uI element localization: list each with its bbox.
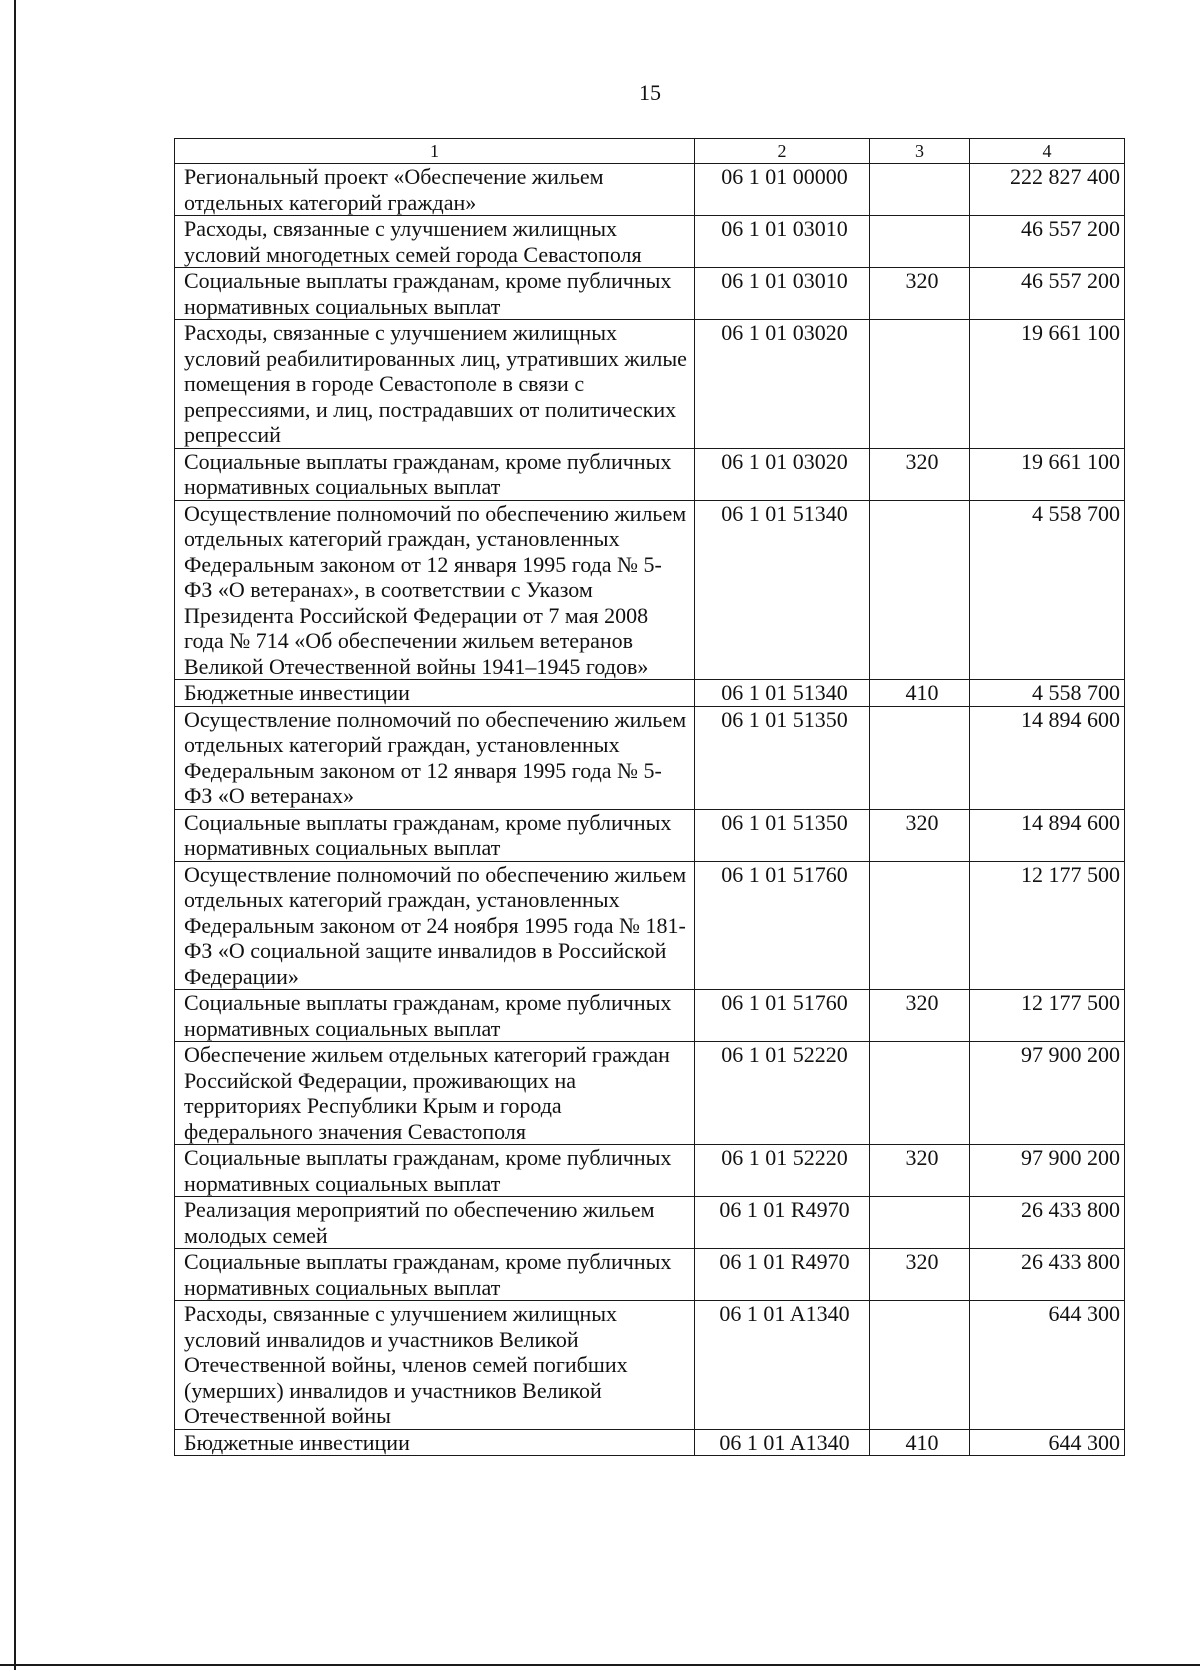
row-sum-cell: 14 894 600 — [970, 809, 1125, 861]
table-row — [175, 861, 1125, 990]
table-row — [175, 1249, 1125, 1301]
table-row — [175, 1145, 1125, 1197]
row-kind-cell — [870, 1042, 970, 1145]
row-sum-cell: 644 300 — [970, 1301, 1125, 1430]
table-row — [175, 680, 1125, 707]
row-name-cell: Осуществление полномочий по обеспечению жильем отдельных категорий граждан, установленных Федеральным законом от 12 января 1995 года № 5-ФЗ «О ветеранах» — [175, 706, 695, 809]
row-code-cell: 06 1 01 03010 — [695, 216, 870, 268]
table-row — [175, 500, 1125, 680]
row-kind-cell — [870, 500, 970, 680]
row-sum-cell: 19 661 100 — [970, 448, 1125, 500]
table-row — [175, 1429, 1125, 1456]
table-row — [175, 990, 1125, 1042]
table-row — [175, 164, 1125, 216]
row-sum-cell: 644 300 — [970, 1429, 1125, 1456]
row-kind-cell: 320 — [870, 268, 970, 320]
row-kind-cell — [870, 1197, 970, 1249]
row-kind-cell — [870, 164, 970, 216]
row-name-cell: Расходы, связанные с улучшением жилищных условий инвалидов и участников Великой Отечественной войны, членов семей погибших (умерших) инвалидов и участников Великой Отечественной войны — [175, 1301, 695, 1430]
row-code-cell: 06 1 01 52220 — [695, 1145, 870, 1197]
row-name-cell: Расходы, связанные с улучшением жилищных условий реабилитированных лиц, утративших жилые помещения в городе Севастополе в связи с репрессиями, и лиц, пострадавших от политических репрессий — [175, 320, 695, 449]
table-row — [175, 268, 1125, 320]
column-header-name: 1 — [175, 139, 695, 164]
table-header-row — [175, 139, 1125, 164]
row-sum-cell: 97 900 200 — [970, 1145, 1125, 1197]
scan-edge-bottom — [0, 1664, 1200, 1666]
row-code-cell: 06 1 01 51760 — [695, 861, 870, 990]
column-header-kind: 3 — [870, 139, 970, 164]
row-code-cell: 06 1 01 03010 — [695, 268, 870, 320]
row-sum-cell: 46 557 200 — [970, 216, 1125, 268]
row-kind-cell: 320 — [870, 809, 970, 861]
row-sum-cell: 222 827 400 — [970, 164, 1125, 216]
row-sum-cell: 19 661 100 — [970, 320, 1125, 449]
row-code-cell: 06 1 01 00000 — [695, 164, 870, 216]
table-row — [175, 216, 1125, 268]
table-row — [175, 706, 1125, 809]
row-name-cell: Осуществление полномочий по обеспечению жильем отдельных категорий граждан, установленных Федеральным законом от 12 января 1995 года № 5-ФЗ «О ветеранах», в соответствии с Указом Президента Российской Федерации от 7 мая 2008 года № 714 «Об обеспечении жильем ветеранов Великой Отечественной войны 1941–1945 годов» — [175, 500, 695, 680]
page-number: 15 — [639, 80, 661, 105]
row-sum-cell: 4 558 700 — [970, 500, 1125, 680]
row-kind-cell: 410 — [870, 680, 970, 707]
table-row — [175, 448, 1125, 500]
row-name-cell: Бюджетные инвестиции — [175, 1429, 695, 1456]
row-name-cell: Социальные выплаты гражданам, кроме публичных нормативных социальных выплат — [175, 1249, 695, 1301]
row-code-cell: 06 1 01 03020 — [695, 320, 870, 449]
table-row — [175, 320, 1125, 449]
row-name-cell: Социальные выплаты гражданам, кроме публичных нормативных социальных выплат — [175, 448, 695, 500]
row-name-cell: Реализация мероприятий по обеспечению жильем молодых семей — [175, 1197, 695, 1249]
row-sum-cell: 12 177 500 — [970, 990, 1125, 1042]
row-name-cell: Осуществление полномочий по обеспечению жильем отдельных категорий граждан, установленных Федеральным законом от 24 ноября 1995 года № 181-ФЗ «О социальной защите инвалидов в Российской Федерации» — [175, 861, 695, 990]
scan-edge-left — [14, 0, 16, 1670]
row-sum-cell: 97 900 200 — [970, 1042, 1125, 1145]
row-name-cell: Региональный проект «Обеспечение жильем отдельных категорий граждан» — [175, 164, 695, 216]
row-code-cell: 06 1 01 51350 — [695, 706, 870, 809]
row-code-cell: 06 1 01 51760 — [695, 990, 870, 1042]
row-sum-cell: 12 177 500 — [970, 861, 1125, 990]
table-row — [175, 1197, 1125, 1249]
row-kind-cell — [870, 216, 970, 268]
row-sum-cell: 26 433 800 — [970, 1249, 1125, 1301]
row-name-cell: Социальные выплаты гражданам, кроме публичных нормативных социальных выплат — [175, 268, 695, 320]
table-row — [175, 1042, 1125, 1145]
row-code-cell: 06 1 01 A1340 — [695, 1301, 870, 1430]
row-kind-cell: 320 — [870, 990, 970, 1042]
row-kind-cell — [870, 320, 970, 449]
row-name-cell: Социальные выплаты гражданам, кроме публичных нормативных социальных выплат — [175, 809, 695, 861]
row-code-cell: 06 1 01 51340 — [695, 500, 870, 680]
row-name-cell: Социальные выплаты гражданам, кроме публичных нормативных социальных выплат — [175, 990, 695, 1042]
row-code-cell: 06 1 01 A1340 — [695, 1429, 870, 1456]
row-code-cell: 06 1 01 03020 — [695, 448, 870, 500]
column-header-code: 2 — [695, 139, 870, 164]
row-sum-cell: 46 557 200 — [970, 268, 1125, 320]
budget-table — [174, 138, 1125, 1456]
row-kind-cell: 320 — [870, 1145, 970, 1197]
row-kind-cell: 320 — [870, 1249, 970, 1301]
table-row — [175, 809, 1125, 861]
row-kind-cell — [870, 861, 970, 990]
row-code-cell: 06 1 01 R4970 — [695, 1249, 870, 1301]
row-kind-cell: 410 — [870, 1429, 970, 1456]
row-sum-cell: 26 433 800 — [970, 1197, 1125, 1249]
row-sum-cell: 14 894 600 — [970, 706, 1125, 809]
row-code-cell: 06 1 01 52220 — [695, 1042, 870, 1145]
row-code-cell: 06 1 01 R4970 — [695, 1197, 870, 1249]
row-kind-cell — [870, 1301, 970, 1430]
row-name-cell: Обеспечение жильем отдельных категорий граждан Российской Федерации, проживающих на территориях Республики Крым и города федерального значения Севастополя — [175, 1042, 695, 1145]
row-kind-cell — [870, 706, 970, 809]
row-name-cell: Бюджетные инвестиции — [175, 680, 695, 707]
column-header-sum: 4 — [970, 139, 1125, 164]
row-sum-cell: 4 558 700 — [970, 680, 1125, 707]
table-body — [175, 164, 1125, 1456]
row-name-cell: Расходы, связанные с улучшением жилищных условий многодетных семей города Севастополя — [175, 216, 695, 268]
row-code-cell: 06 1 01 51350 — [695, 809, 870, 861]
row-name-cell: Социальные выплаты гражданам, кроме публичных нормативных социальных выплат — [175, 1145, 695, 1197]
row-kind-cell: 320 — [870, 448, 970, 500]
row-code-cell: 06 1 01 51340 — [695, 680, 870, 707]
table-row — [175, 1301, 1125, 1430]
